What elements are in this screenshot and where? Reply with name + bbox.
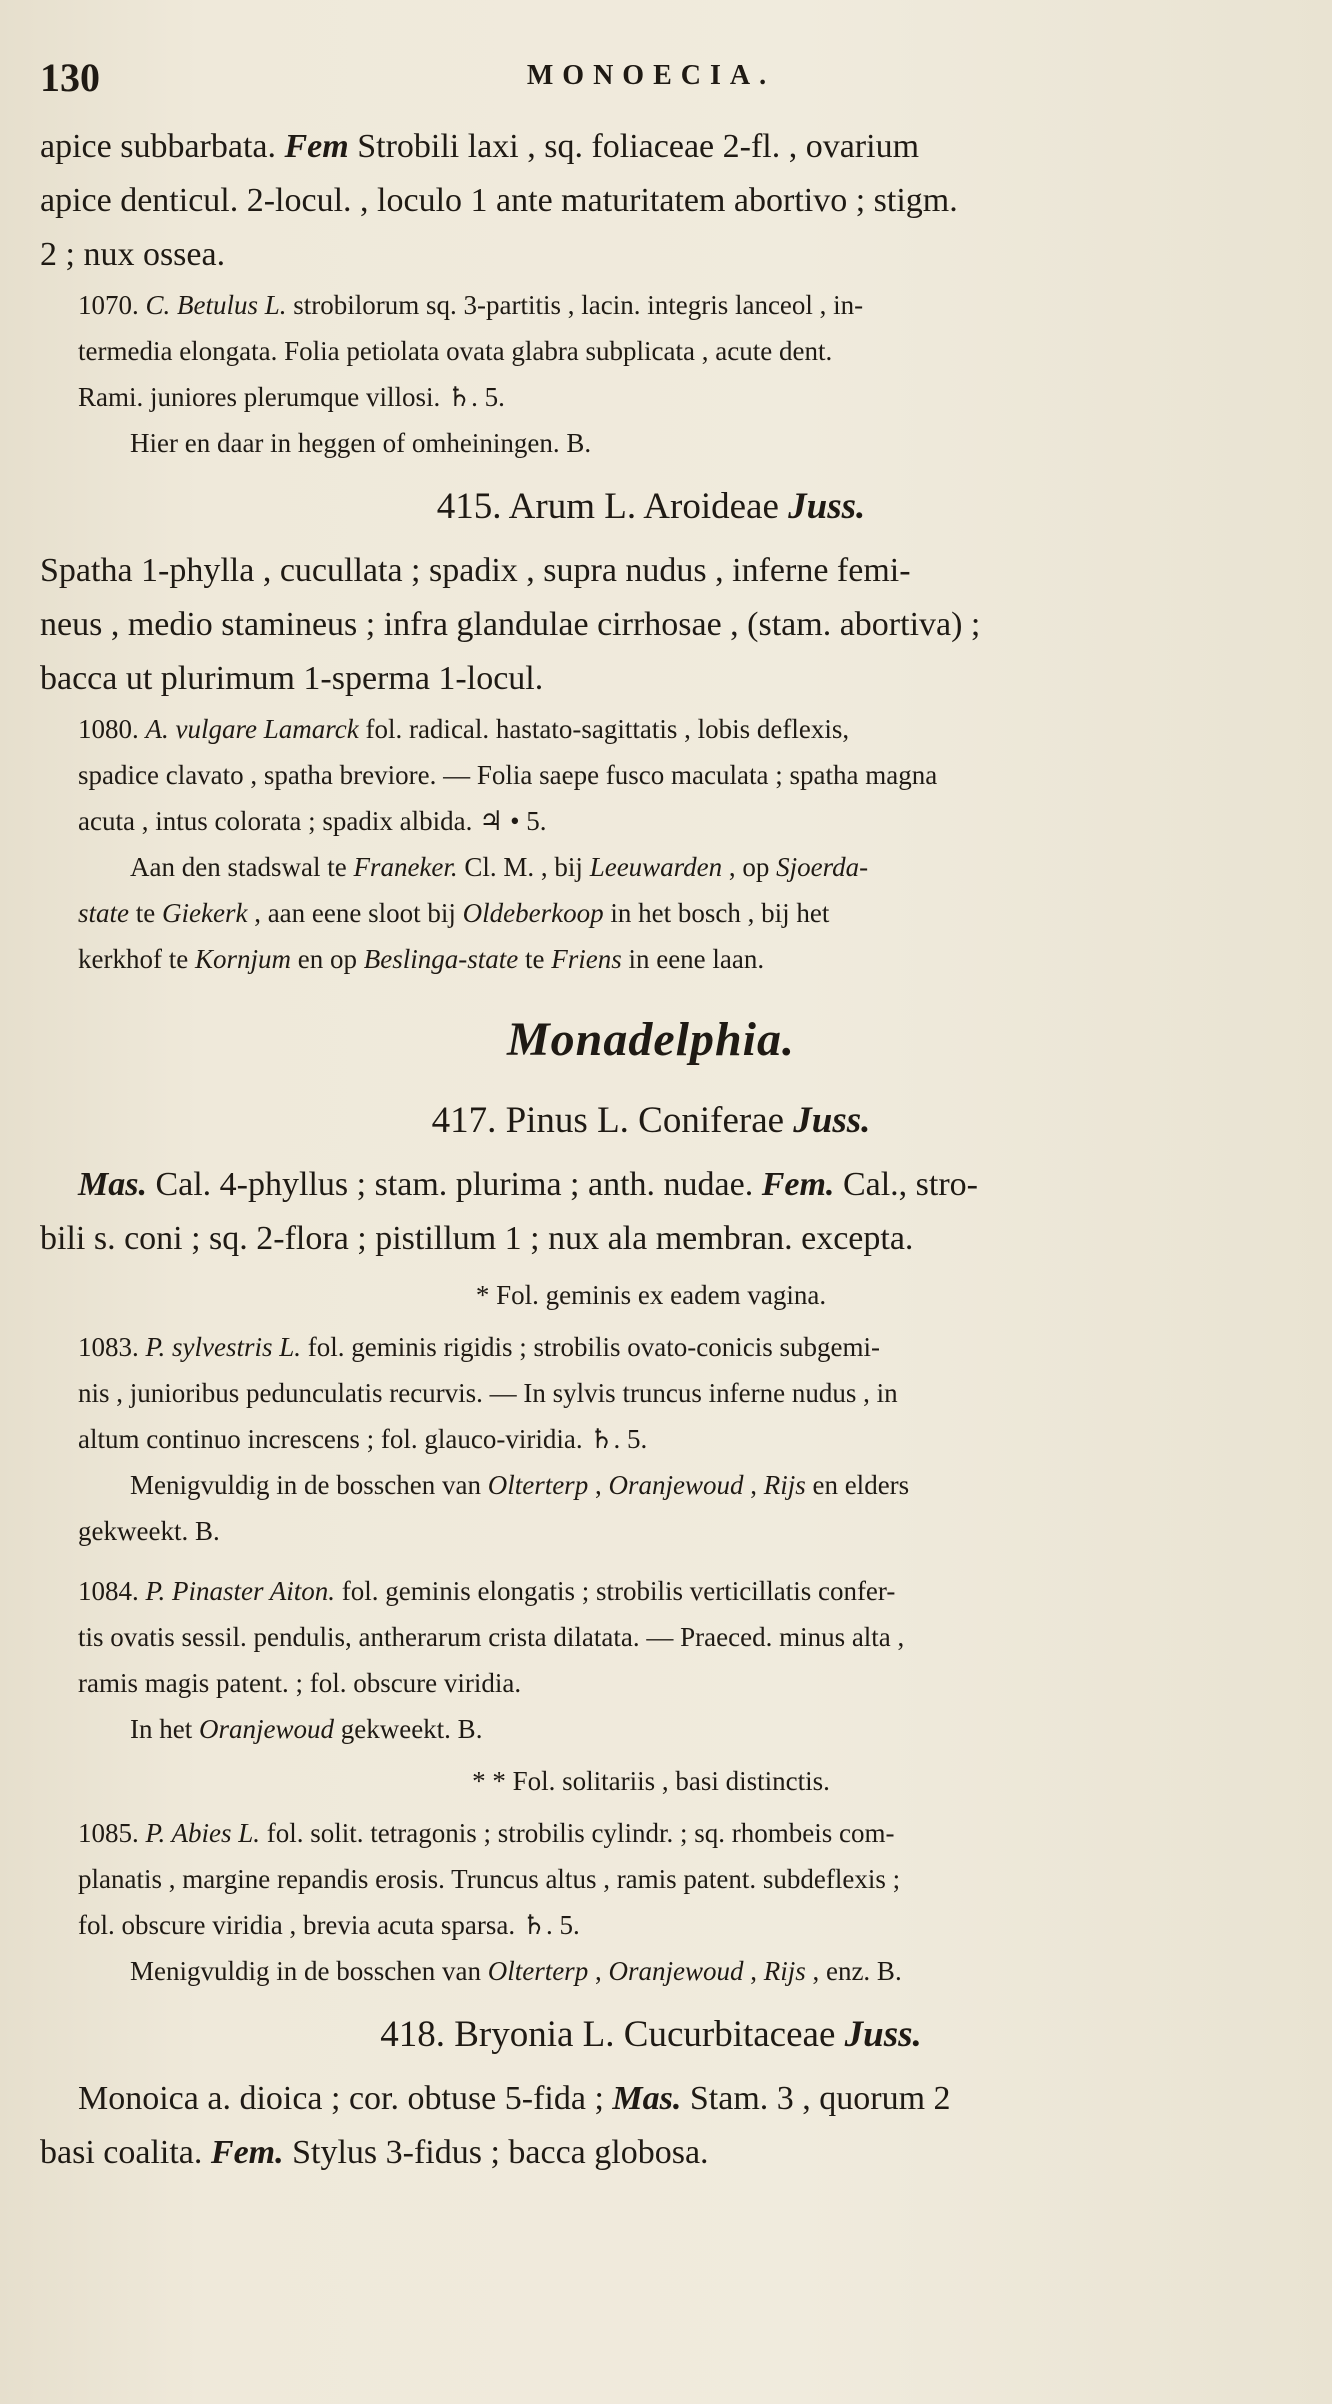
fem-label: Fem bbox=[284, 128, 349, 165]
genus-description: Spatha 1-phylla , cucullata ; spadix , supra nudus , inferne femi- bbox=[40, 552, 911, 589]
subgroup-heading: * Fol. geminis ex eadem vagina. bbox=[475, 1280, 827, 1310]
entry-number: 1084. bbox=[78, 1576, 146, 1606]
entry-text: tis ovatis sessil. pendulis, antherarum crista dilatata. — Praeced. minus alta , bbox=[78, 1622, 905, 1652]
family-authority: Juss. bbox=[844, 2014, 922, 2055]
locality-text: In het Oranjewoud gekweekt. B. bbox=[130, 1714, 483, 1744]
genus-title: 417. Pinus L. Coniferae bbox=[431, 1100, 794, 1141]
fem-label: Fem. bbox=[761, 1166, 835, 1203]
entry-1080 bbox=[40, 706, 1262, 982]
mas-label: Mas. bbox=[78, 1166, 147, 1203]
genus-description: neus , medio stamineus ; infra glandulae cirrhosae , (stam. abortiva) ; bbox=[40, 606, 981, 643]
family-authority: Juss. bbox=[793, 1100, 871, 1141]
locality-text: Aan den stadswal te Franeker. Cl. M. , bij Leeuwarden , op Sjoerda- bbox=[130, 852, 869, 882]
intro-paragraph bbox=[40, 120, 1262, 282]
entry-text: ramis magis patent. ; fol. obscure viridia. bbox=[78, 1668, 522, 1698]
species-name: P. sylvestris L. bbox=[145, 1332, 302, 1362]
running-head: MONOECIA. bbox=[526, 60, 776, 91]
intro-line-1: apice subbarbata. bbox=[40, 128, 285, 165]
locality-text: Menigvuldig in de bosschen van Olterterp , Oranjewoud , Rijs en elders bbox=[130, 1470, 910, 1500]
genus-415 bbox=[40, 474, 1262, 706]
genus-417: 417. Pinus L. Coniferae Juss. Mas. Cal. 4-phyllus ; stam. plurima ; anth. nudae. Fem. Cal., stro- bili s. coni ; sq. 2-flora ; pistillum 1 ; nux ala membran. excepta. * Fol. geminis ex eadem vagina. bbox=[40, 1088, 1262, 1318]
species-name: A. vulgare Lamarck bbox=[145, 714, 359, 744]
fem-label: Fem. bbox=[210, 2134, 284, 2171]
family-authority: Juss. bbox=[788, 486, 866, 527]
mas-label: Mas. bbox=[612, 2080, 682, 2117]
page-header bbox=[40, 40, 1262, 120]
species-name: P. Abies L. bbox=[145, 1818, 261, 1848]
entry-1085 bbox=[40, 1810, 1262, 1994]
species-name: C. Betulus L. bbox=[145, 290, 287, 320]
locality-text: Menigvuldig in de bosschen van Olterterp , Oranjewoud , Rijs , enz. B. bbox=[130, 1956, 902, 1986]
entry-text: strobilorum sq. 3-partitis , lacin. integris lanceol , in- bbox=[286, 290, 864, 320]
genus-title: 418. Bryonia L. Cucurbitaceae bbox=[380, 2014, 845, 2055]
genus-description: bili s. coni ; sq. 2-flora ; pistillum 1 ; nux ala membran. excepta. bbox=[40, 1220, 914, 1257]
entry-text: fol. geminis rigidis ; strobilis ovato-conicis subgemi- bbox=[301, 1332, 880, 1362]
intro-line-2: apice denticul. 2-locul. , loculo 1 ante maturitatem abortivo ; stigm. bbox=[40, 182, 958, 219]
entry-text: fol. radical. hastato-sagittatis , lobis deflexis, bbox=[358, 714, 850, 744]
genus-title: 415. Arum L. Aroideae bbox=[436, 486, 789, 527]
entry-text: fol. solit. tetragonis ; strobilis cylindr. ; sq. rhombeis com- bbox=[260, 1818, 895, 1848]
page-number: 130 bbox=[40, 55, 100, 100]
locality-text: kerkhof te Kornjum en op Beslinga-state te Friens in eene laan. bbox=[78, 944, 765, 974]
entry-number: 1070. bbox=[78, 290, 146, 320]
entry-number: 1080. bbox=[78, 714, 146, 744]
entry-text: termedia elongata. Folia petiolata ovata glabra subplicata , acute dent. bbox=[78, 336, 833, 366]
entry-text: planatis , margine repandis erosis. Truncus altus , ramis patent. subdeflexis ; bbox=[78, 1864, 901, 1894]
species-name: P. Pinaster Aiton. bbox=[145, 1576, 336, 1606]
locality-text: Hier en daar in heggen of omheiningen. B. bbox=[130, 428, 592, 458]
entry-text: spadice clavato , spatha breviore. — Folia saepe fusco maculata ; spatha magna bbox=[78, 760, 938, 790]
entry-text: nis , junioribus pedunculatis recurvis. — In sylvis truncus inferne nudus , in bbox=[78, 1378, 898, 1408]
entry-number: 1083. bbox=[78, 1332, 146, 1362]
entry-1070 bbox=[40, 282, 1262, 466]
section-title: Monadelphia. bbox=[506, 1013, 796, 1066]
entry-text: fol. geminis elongatis ; strobilis verticillatis confer- bbox=[335, 1576, 896, 1606]
subgroup-heading: * * Fol. solitariis , basi distinctis. bbox=[472, 1766, 830, 1796]
entry-text: acuta , intus colorata ; spadix albida. ♃ • 5. bbox=[78, 806, 547, 836]
locality-text: state te Giekerk , aan eene sloot bij Oldeberkoop in het bosch , bij het bbox=[78, 898, 830, 928]
intro-line-1b: Strobili laxi , sq. foliaceae 2-fl. , ovarium bbox=[348, 128, 920, 165]
entry-text: fol. obscure viridia , brevia acuta sparsa. ♄. 5. bbox=[78, 1910, 580, 1940]
intro-line-3: 2 ; nux ossea. bbox=[40, 236, 226, 273]
entry-number: 1085. bbox=[78, 1818, 146, 1848]
entry-text: altum continuo increscens ; fol. glauco-viridia. ♄. 5. bbox=[78, 1424, 648, 1454]
locality-text: gekweekt. B. bbox=[78, 1516, 220, 1546]
entry-1084 bbox=[40, 1568, 1262, 1804]
genus-418: 418. Bryonia L. Cucurbitaceae Juss. Monoica a. dioica ; cor. obtuse 5-fida ; Mas. Stam. 3 , quorum 2 basi coalita. Fem. Stylus 3-fidus ; bacca globosa. bbox=[40, 2014, 951, 2171]
entry-1083 bbox=[40, 1324, 1262, 1554]
entry-text: Rami. juniores plerumque villosi. ♄. 5. bbox=[78, 382, 505, 412]
genus-description: bacca ut plurimum 1-sperma 1-locul. bbox=[40, 660, 544, 697]
